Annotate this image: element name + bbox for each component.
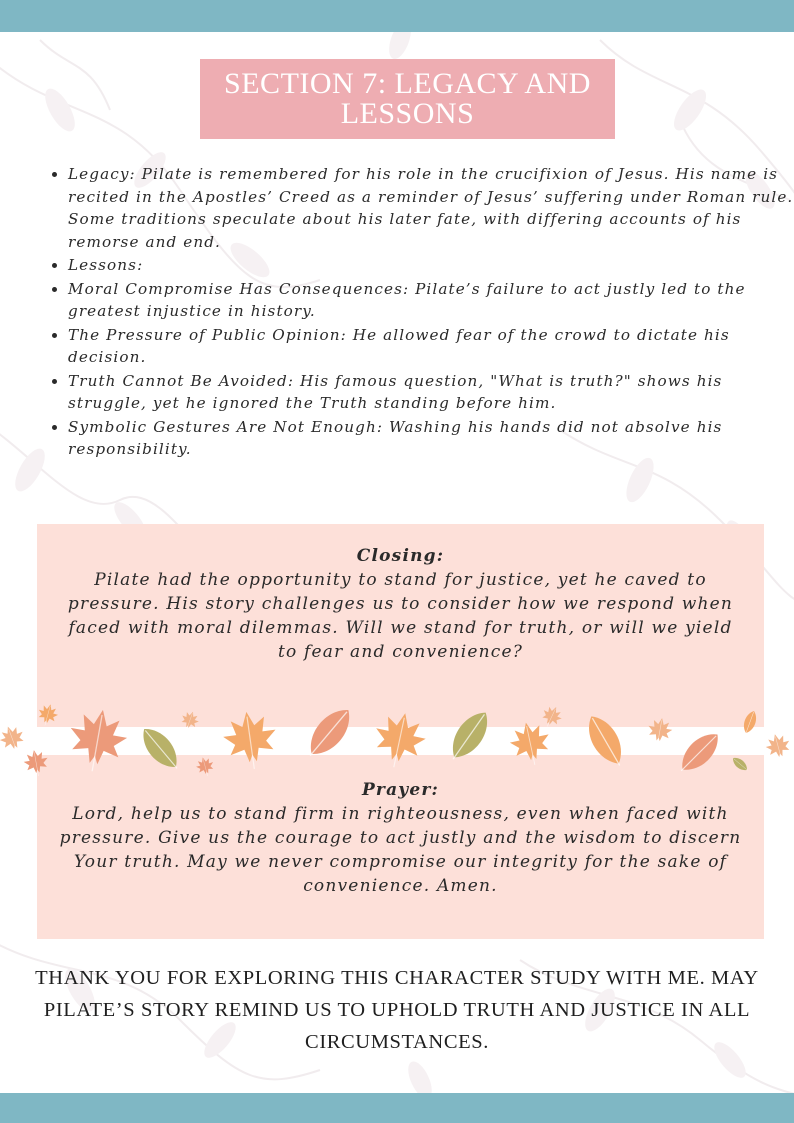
list-item: • Lessons: bbox=[68, 254, 794, 277]
list-item: • Truth Cannot Be Avoided: His famous question, "What is truth?" shows his struggle, yet he ignored the Truth standing before him. bbox=[68, 370, 794, 415]
prayer-heading: Prayer: bbox=[361, 780, 440, 800]
prayer-text: Lord, help us to stand firm in righteousness, even when faced with pressure. Give us the courage to act justly and the wisdom to discern Your truth. May we never compromise our integrity for the sake of convenience. Amen. bbox=[59, 804, 742, 896]
closing-thanks-message: THANK YOU FOR EXPLORING THIS CHARACTER STUDY WITH ME. MAY PILATE’S STORY REMIND US TO UPHOLD TRUTH AND JUSTICE IN ALL CIRCUMSTANCES. bbox=[35, 967, 759, 1053]
top-accent-bar bbox=[0, 0, 794, 32]
closing-heading: Closing: bbox=[356, 546, 445, 566]
list-item: • The Pressure of Public Opinion: He allowed fear of the crowd to dictate his decision. bbox=[68, 324, 794, 369]
list-item: • Symbolic Gestures Are Not Enough: Washing his hands did not absolve his responsibility. bbox=[68, 416, 794, 461]
closing-text: Pilate had the opportunity to stand for justice, yet he caved to pressure. His story challenges us to consider how we respond when faced with moral dilemmas. Will we stand for truth, or will we yield to fear and convenience? bbox=[67, 570, 734, 662]
list-item: • Moral Compromise Has Consequences: Pilate’s failure to act justly led to the greatest injustice in history. bbox=[68, 278, 794, 323]
bottom-accent-bar bbox=[0, 1093, 794, 1123]
autumn-leaves-garland bbox=[0, 690, 794, 790]
lessons-bullet-list bbox=[44, 163, 794, 462]
section-title-banner bbox=[200, 59, 615, 139]
list-item: • Legacy: Pilate is remembered for his role in the crucifixion of Jesus. His name is recited in the Apostles’ Creed as a reminder of Jesus’ suffering under Roman rule. Some traditions speculate about his later fate, with differing accounts of his remorse and end. bbox=[68, 163, 794, 253]
section-title: SECTION 7: LEGACY AND LESSONS bbox=[224, 67, 591, 130]
